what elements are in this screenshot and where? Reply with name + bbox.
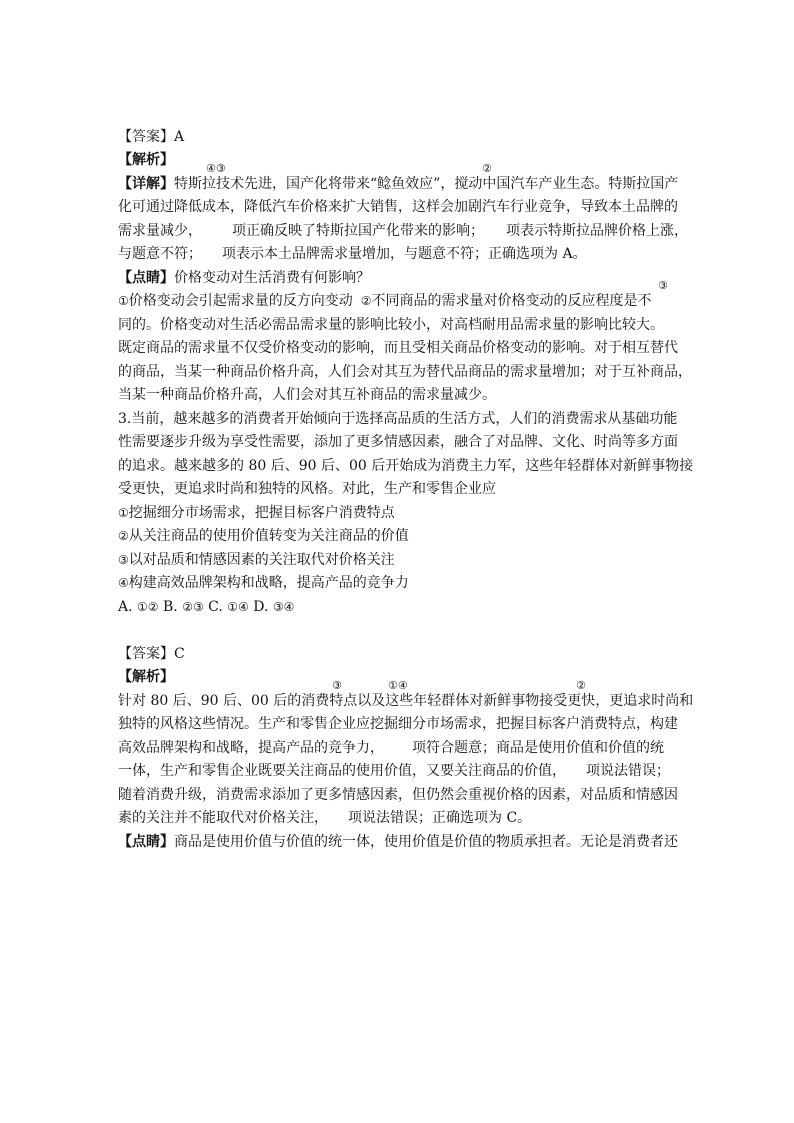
option-text: 以对品质和情感因素的关注取代对价格关注	[128, 551, 395, 568]
circled-number: ③	[658, 279, 668, 292]
choice-marks: ①②	[137, 599, 159, 614]
option-2	[118, 525, 678, 549]
detail-text: 项正确反映了特斯拉国产化带来的影响；	[232, 222, 484, 239]
answer-line	[118, 126, 678, 150]
analysis-label: 【解析】	[118, 152, 174, 168]
choice-letter: C.	[208, 598, 223, 615]
choice-marks: ②③	[182, 599, 204, 614]
detail-line-2	[118, 196, 678, 220]
circled-number: ①	[118, 294, 129, 308]
question-stem-1	[118, 408, 678, 432]
detail-text: 项表示本土品牌需求量增加，与题意不符；正确选项为 A。	[222, 246, 587, 262]
analysis-text: 项说法错误；	[586, 763, 670, 779]
detail-text: 与题意不符；	[118, 246, 202, 262]
option-text: 构建高效品牌架构和战略，提高产品的竞争力	[128, 575, 409, 591]
analysis-heading	[118, 149, 678, 173]
choice-marks: ③④	[272, 599, 295, 614]
choice-marks: ①④	[227, 599, 249, 614]
tip-label: 【点睛】	[118, 833, 174, 850]
option-3	[118, 549, 678, 573]
option-marker: ②	[118, 529, 129, 543]
tip-text: 同的。价格变动对生活必需品需求量的影响比较小，对高档耐用品需求量的影响比较大。	[118, 316, 664, 333]
tip-label: 【点睛】	[118, 269, 174, 286]
tip-line-2	[118, 314, 678, 338]
option-text: 从关注商品的使用价值转变为关注商品的价值	[128, 528, 409, 544]
answer-label: 【答案】A	[118, 128, 185, 145]
stem-text: 性需要逐步升级为享受性需要，添加了更多情感因素，融合了对品牌、文化、时尚等多方面	[118, 434, 678, 450]
analysis-text: 素的关注并不能取代对价格关注，	[118, 810, 328, 826]
tip-line-1	[118, 279, 678, 314]
analysis-text: 一体，生产和零售企业既要关注商品的使用价值，又要关注商品的价值，	[118, 763, 566, 779]
option-1	[118, 502, 678, 526]
choice-d	[253, 599, 294, 615]
choice-c	[208, 599, 249, 615]
tip-text: 的商品，当某一种商品价格升高，人们会对其互为替代品商品的需求量增加；对于互补商品，	[118, 363, 692, 380]
tip-text: 不同商品的需求量对价格变动的反应程度是不	[371, 293, 652, 309]
detail-line-1	[118, 161, 679, 197]
question-stem-3	[118, 455, 694, 479]
tip-line-5	[118, 384, 678, 408]
tip-heading-line	[118, 267, 678, 291]
analysis-line-3	[118, 737, 678, 761]
answer-label: 【答案】C	[118, 645, 185, 662]
tip-text: 既定商品的需求量不仅受价格变动的影响，而且受相关商品价格变动的影响。对于相互替代	[118, 340, 678, 356]
detail-label: 【详解】	[118, 175, 174, 192]
option-marker-overlay: ②	[482, 161, 492, 175]
tip-line-4	[118, 361, 692, 385]
tip-text: 商品是使用价值与价值的统一体，使用价值是价值的物质承担者。无论是消费者还	[174, 833, 678, 850]
question-stem-4	[118, 478, 678, 502]
choice-b	[163, 599, 204, 615]
choice-letter: A.	[118, 598, 133, 615]
stem-text: 3.当前，越来越多的消费者开始倾向于选择高品质的生活方式，人们的消费需求从基础功能	[118, 410, 678, 427]
analysis-text: 随着消费升级，消费需求添加了更多情感因素，但仍然会重视价格的因素，对品质和情感因	[118, 786, 678, 803]
option-4	[118, 572, 678, 596]
detail-line-4	[118, 243, 678, 267]
analysis-line-2	[118, 713, 678, 737]
analysis-text: 高效品牌架构和战略，提高产品的竞争力，	[118, 739, 384, 756]
analysis-text: 独特的风格这些情况。生产和零售企业应挖掘细分市场需求，把握目标客户消费特点，构建	[118, 716, 678, 732]
option-marker: ③	[118, 552, 129, 567]
tip-text: 价格变动会引起需求量的反方向变动	[128, 293, 353, 309]
tip-line-final	[118, 831, 678, 855]
option-marker-overlay: ③	[332, 678, 342, 692]
choices-line	[118, 596, 678, 620]
analysis-text: 项说法错误；正确选项为 C。	[348, 810, 532, 826]
choice-letter: B.	[162, 598, 178, 615]
analysis-line-4	[118, 760, 678, 784]
analysis-line-5	[118, 784, 678, 808]
choice-letter: D.	[253, 598, 269, 615]
detail-text: 项表示特斯拉品牌价格上涨，	[506, 222, 688, 239]
stem-text: 的追求。越来越多的 80 后、90 后、00 后开始成为消费主力军，这些年轻群体对新鲜事物接	[118, 457, 694, 474]
analysis-text: 针对 80 后、90 后、00 后的消费特点以及这些年轻群体对新鲜事物接受更快，更追求时尚和	[118, 692, 694, 709]
tip-title: 价格变动对生活消费有何影响？	[174, 269, 370, 286]
option-marker-overlay: ②	[576, 678, 586, 692]
circled-number: ②	[360, 294, 372, 308]
analysis-label: 【解析】	[118, 669, 174, 685]
stem-text: 受更快，更追求时尚和独特的风格。对此，生产和零售企业应	[118, 481, 496, 497]
analysis-line-6	[118, 807, 678, 831]
option-marker-overlay: ④③	[206, 161, 226, 175]
analysis-line-1	[118, 678, 694, 714]
detail-text: 特斯拉技术先进，国产化将带来“鲶鱼效应”，搅动中国汽车产业生态。特斯拉国产	[174, 175, 679, 192]
answer-line-2	[118, 643, 678, 667]
option-marker-overlay: ①④	[388, 678, 408, 692]
option-marker: ①	[118, 505, 129, 520]
choice-a	[118, 599, 159, 615]
option-marker: ④	[118, 576, 129, 590]
tip-text: 当某一种商品价格升高，人们会对其互补商品的需求量减少。	[118, 387, 496, 403]
detail-line-3	[118, 220, 688, 244]
tip-line-3	[118, 337, 678, 361]
analysis-text: 项符合题意；商品是使用价值和价值的统	[412, 739, 664, 756]
detail-text: 化可通过降低成本，降低汽车价格来扩大销售，这样会加剧汽车行业竞争，导致本土品牌的	[118, 199, 678, 215]
option-text: 挖掘细分市场需求，把握目标客户消费特点	[128, 504, 395, 521]
question-stem-2	[118, 431, 678, 455]
detail-text: 需求量减少，	[118, 222, 202, 239]
document-page	[118, 102, 694, 854]
